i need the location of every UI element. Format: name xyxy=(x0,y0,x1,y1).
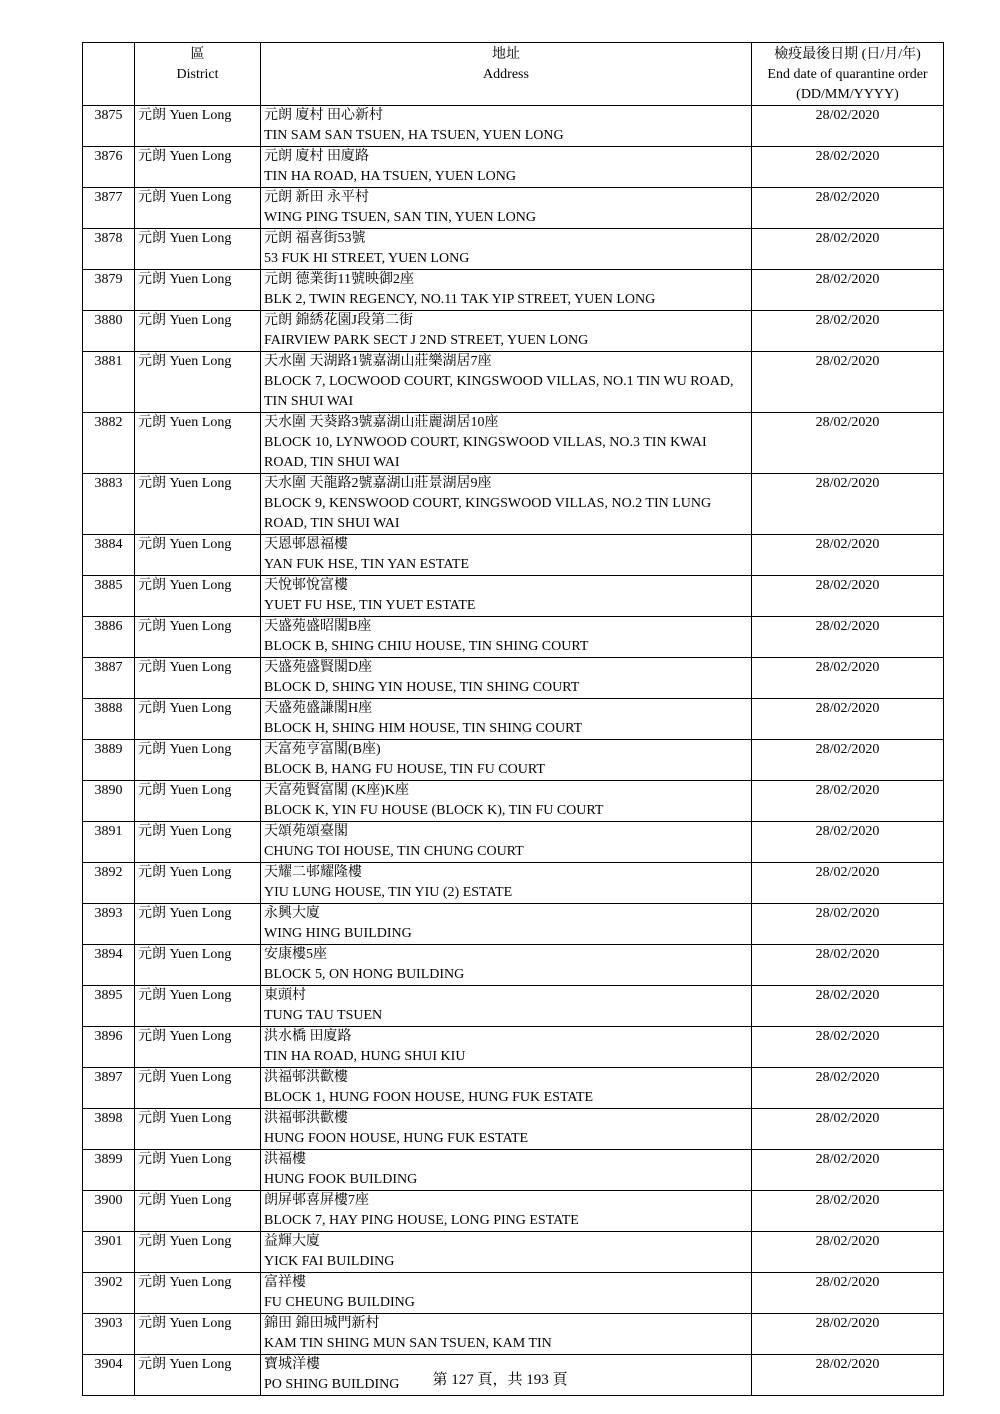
row-district: 元朗 Yuen Long xyxy=(135,617,261,658)
table-row xyxy=(83,699,944,740)
row-quarantine-end-date: 28/02/2020 xyxy=(752,617,944,658)
row-quarantine-end-date: 28/02/2020 xyxy=(752,822,944,863)
header-address xyxy=(261,43,752,106)
row-number: 3896 xyxy=(83,1027,135,1068)
row-number: 3886 xyxy=(83,617,135,658)
address-chinese: 天水圍 天湖路1號嘉湖山莊樂湖居7座 xyxy=(264,354,492,369)
row-quarantine-end-date: 28/02/2020 xyxy=(752,1355,944,1396)
row-address xyxy=(261,617,752,658)
table-row xyxy=(83,1273,944,1314)
row-address xyxy=(261,474,752,535)
address-chinese: 天悅邨悅富樓 xyxy=(264,578,348,593)
row-address xyxy=(261,658,752,699)
address-chinese: 天富苑亨富閣(B座) xyxy=(264,742,381,757)
address-chinese: 天盛苑盛謙閣H座 xyxy=(264,701,373,716)
row-number: 3880 xyxy=(83,311,135,352)
row-quarantine-end-date: 28/02/2020 xyxy=(752,781,944,822)
row-district: 元朗 Yuen Long xyxy=(135,147,261,188)
address-english: BLOCK B, SHING CHIU HOUSE, TIN SHING COURT xyxy=(264,639,589,654)
table-row xyxy=(83,474,944,535)
address-chinese: 元朗 錦綉花園J段第二街 xyxy=(264,313,413,328)
row-quarantine-end-date: 28/02/2020 xyxy=(752,904,944,945)
address-chinese: 洪福邨洪歡樓 xyxy=(264,1111,348,1126)
row-district: 元朗 Yuen Long xyxy=(135,658,261,699)
row-quarantine-end-date: 28/02/2020 xyxy=(752,986,944,1027)
row-quarantine-end-date: 28/02/2020 xyxy=(752,1191,944,1232)
row-quarantine-end-date: 28/02/2020 xyxy=(752,1273,944,1314)
address-english: YUET FU HSE, TIN YUET ESTATE xyxy=(264,598,476,613)
row-address xyxy=(261,904,752,945)
row-address xyxy=(261,740,752,781)
row-quarantine-end-date: 28/02/2020 xyxy=(752,270,944,311)
table-body xyxy=(83,106,944,1396)
row-number: 3900 xyxy=(83,1191,135,1232)
row-number: 3901 xyxy=(83,1232,135,1273)
address-chinese: 天水圍 天葵路3號嘉湖山莊麗湖居10座 xyxy=(264,415,499,430)
row-district: 元朗 Yuen Long xyxy=(135,822,261,863)
address-chinese: 天頌苑頌臺閣 xyxy=(264,824,348,839)
row-address xyxy=(261,188,752,229)
address-english: FU CHEUNG BUILDING xyxy=(264,1295,415,1310)
header-address-zh: 地址 xyxy=(492,47,520,62)
table-row xyxy=(83,413,944,474)
table-row xyxy=(83,535,944,576)
row-address xyxy=(261,576,752,617)
address-english: PO SHING BUILDING xyxy=(264,1377,400,1392)
row-number: 3876 xyxy=(83,147,135,188)
row-number: 3891 xyxy=(83,822,135,863)
table-row xyxy=(83,1232,944,1273)
row-quarantine-end-date: 28/02/2020 xyxy=(752,106,944,147)
table-row xyxy=(83,1109,944,1150)
table-row xyxy=(83,863,944,904)
row-quarantine-end-date: 28/02/2020 xyxy=(752,229,944,270)
row-district: 元朗 Yuen Long xyxy=(135,188,261,229)
row-district: 元朗 Yuen Long xyxy=(135,413,261,474)
row-address xyxy=(261,822,752,863)
table-row xyxy=(83,188,944,229)
row-number: 3893 xyxy=(83,904,135,945)
header-address-en: Address xyxy=(483,67,529,82)
table-row xyxy=(83,1150,944,1191)
address-english: YAN FUK HSE, TIN YAN ESTATE xyxy=(264,557,469,572)
row-quarantine-end-date: 28/02/2020 xyxy=(752,945,944,986)
address-chinese: 天耀二邨耀隆樓 xyxy=(264,865,362,880)
row-number: 3895 xyxy=(83,986,135,1027)
address-chinese: 元朗 新田 永平村 xyxy=(264,190,369,205)
row-number: 3904 xyxy=(83,1355,135,1396)
header-date-en: End date of quarantine order xyxy=(767,67,928,82)
header-district xyxy=(135,43,261,106)
table-row xyxy=(83,822,944,863)
row-address xyxy=(261,106,752,147)
table-row xyxy=(83,311,944,352)
row-address xyxy=(261,1027,752,1068)
table-row xyxy=(83,1027,944,1068)
row-number: 3890 xyxy=(83,781,135,822)
address-chinese: 永興大廈 xyxy=(264,906,320,921)
address-english: TIN HA ROAD, HA TSUEN, YUEN LONG xyxy=(264,169,516,184)
table-row xyxy=(83,740,944,781)
address-english: BLOCK 5, ON HONG BUILDING xyxy=(264,967,465,982)
table-row xyxy=(83,147,944,188)
row-number: 3902 xyxy=(83,1273,135,1314)
row-district: 元朗 Yuen Long xyxy=(135,1232,261,1273)
row-number: 3894 xyxy=(83,945,135,986)
row-quarantine-end-date: 28/02/2020 xyxy=(752,699,944,740)
address-english: TIN HA ROAD, HUNG SHUI KIU xyxy=(264,1049,466,1064)
table-row xyxy=(83,945,944,986)
row-address xyxy=(261,413,752,474)
row-address xyxy=(261,781,752,822)
address-english: 53 FUK HI STREET, YUEN LONG xyxy=(264,251,470,266)
row-quarantine-end-date: 28/02/2020 xyxy=(752,1232,944,1273)
address-english: HUNG FOON HOUSE, HUNG FUK ESTATE xyxy=(264,1131,529,1146)
row-number: 3887 xyxy=(83,658,135,699)
address-english: BLOCK 9, KENSWOOD COURT, KINGSWOOD VILLAS, NO.2 TIN LUNG ROAD, TIN SHUI WAI xyxy=(264,496,712,531)
row-district: 元朗 Yuen Long xyxy=(135,352,261,413)
page-number: 第 127 頁，共 193 頁 xyxy=(432,1372,568,1388)
row-district: 元朗 Yuen Long xyxy=(135,1150,261,1191)
row-number: 3881 xyxy=(83,352,135,413)
header-date-zh: 檢疫最後日期 (日/月/年) xyxy=(774,47,921,62)
row-district: 元朗 Yuen Long xyxy=(135,1109,261,1150)
table-row xyxy=(83,986,944,1027)
address-chinese: 元朗 廈村 田心新村 xyxy=(264,108,383,123)
table-row xyxy=(83,352,944,413)
row-address xyxy=(261,945,752,986)
row-address xyxy=(261,535,752,576)
header-district-en: District xyxy=(176,67,219,82)
row-address xyxy=(261,1109,752,1150)
address-english: BLOCK 1, HUNG FOON HOUSE, HUNG FUK ESTATE xyxy=(264,1090,594,1105)
address-chinese: 洪福邨洪歡樓 xyxy=(264,1070,348,1085)
row-district: 元朗 Yuen Long xyxy=(135,535,261,576)
table-header-row xyxy=(83,43,944,106)
row-quarantine-end-date: 28/02/2020 xyxy=(752,413,944,474)
row-quarantine-end-date: 28/02/2020 xyxy=(752,658,944,699)
row-district: 元朗 Yuen Long xyxy=(135,1068,261,1109)
row-quarantine-end-date: 28/02/2020 xyxy=(752,1027,944,1068)
row-number: 3885 xyxy=(83,576,135,617)
address-chinese: 元朗 福喜街53號 xyxy=(264,231,366,246)
address-english: BLOCK 7, LOCWOOD COURT, KINGSWOOD VILLAS, NO.1 TIN WU ROAD, TIN SHUI WAI xyxy=(264,374,734,409)
row-number: 3903 xyxy=(83,1314,135,1355)
address-chinese: 天富苑賢富閣 (K座)K座 xyxy=(264,783,410,798)
row-district: 元朗 Yuen Long xyxy=(135,311,261,352)
address-chinese: 洪福樓 xyxy=(264,1152,306,1167)
row-number: 3878 xyxy=(83,229,135,270)
row-number: 3884 xyxy=(83,535,135,576)
row-quarantine-end-date: 28/02/2020 xyxy=(752,311,944,352)
row-address xyxy=(261,147,752,188)
address-english: CHUNG TOI HOUSE, TIN CHUNG COURT xyxy=(264,844,524,859)
address-english: BLOCK H, SHING HIM HOUSE, TIN SHING COURT xyxy=(264,721,583,736)
row-address xyxy=(261,352,752,413)
row-quarantine-end-date: 28/02/2020 xyxy=(752,535,944,576)
row-quarantine-end-date: 28/02/2020 xyxy=(752,1150,944,1191)
address-english: BLK 2, TWIN REGENCY, NO.11 TAK YIP STREET, YUEN LONG xyxy=(264,292,656,307)
header-district-zh: 區 xyxy=(190,47,205,62)
row-district: 元朗 Yuen Long xyxy=(135,576,261,617)
row-district: 元朗 Yuen Long xyxy=(135,1027,261,1068)
table-row xyxy=(83,1191,944,1232)
row-number: 3899 xyxy=(83,1150,135,1191)
row-quarantine-end-date: 28/02/2020 xyxy=(752,576,944,617)
row-quarantine-end-date: 28/02/2020 xyxy=(752,863,944,904)
table-row xyxy=(83,270,944,311)
table-row xyxy=(83,904,944,945)
address-english: BLOCK 7, HAY PING HOUSE, LONG PING ESTATE xyxy=(264,1213,579,1228)
row-address xyxy=(261,1191,752,1232)
row-quarantine-end-date: 28/02/2020 xyxy=(752,1068,944,1109)
address-english: YICK FAI BUILDING xyxy=(264,1254,395,1269)
row-quarantine-end-date: 28/02/2020 xyxy=(752,188,944,229)
row-address xyxy=(261,1150,752,1191)
row-district: 元朗 Yuen Long xyxy=(135,740,261,781)
header-number xyxy=(83,43,135,106)
row-quarantine-end-date: 28/02/2020 xyxy=(752,1314,944,1355)
table-row xyxy=(83,106,944,147)
row-address xyxy=(261,229,752,270)
address-chinese: 元朗 德業街11號映御2座 xyxy=(264,272,414,287)
row-district: 元朗 Yuen Long xyxy=(135,1314,261,1355)
address-english: TUNG TAU TSUEN xyxy=(264,1008,383,1023)
address-english: YIU LUNG HOUSE, TIN YIU (2) ESTATE xyxy=(264,885,513,900)
address-chinese: 益輝大廈 xyxy=(264,1234,320,1249)
address-chinese: 朗屏邨喜屏樓7座 xyxy=(264,1193,369,1208)
row-district: 元朗 Yuen Long xyxy=(135,270,261,311)
row-number: 3888 xyxy=(83,699,135,740)
address-english: BLOCK K, YIN FU HOUSE (BLOCK K), TIN FU COURT xyxy=(264,803,604,818)
table-row xyxy=(83,229,944,270)
address-english: TIN SAM SAN TSUEN, HA TSUEN, YUEN LONG xyxy=(264,128,564,143)
table-row xyxy=(83,658,944,699)
address-chinese: 天水圍 天龍路2號嘉湖山莊景湖居9座 xyxy=(264,476,492,491)
address-english: HUNG FOOK BUILDING xyxy=(264,1172,418,1187)
address-chinese: 寶城洋樓 xyxy=(264,1357,320,1372)
address-chinese: 富祥樓 xyxy=(264,1275,306,1290)
address-english: BLOCK 10, LYNWOOD COURT, KINGSWOOD VILLAS, NO.3 TIN KWAI ROAD, TIN SHUI WAI xyxy=(264,435,707,470)
row-quarantine-end-date: 28/02/2020 xyxy=(752,352,944,413)
address-chinese: 洪水橋 田廈路 xyxy=(264,1029,352,1044)
row-address xyxy=(261,699,752,740)
table-row xyxy=(83,617,944,658)
row-quarantine-end-date: 28/02/2020 xyxy=(752,147,944,188)
table-row xyxy=(83,1314,944,1355)
row-address xyxy=(261,1314,752,1355)
header-date-format: (DD/MM/YYYY) xyxy=(796,87,899,102)
row-district: 元朗 Yuen Long xyxy=(135,781,261,822)
row-district: 元朗 Yuen Long xyxy=(135,106,261,147)
table-row xyxy=(83,576,944,617)
row-number: 3882 xyxy=(83,413,135,474)
address-chinese: 安康樓5座 xyxy=(264,947,327,962)
row-district: 元朗 Yuen Long xyxy=(135,945,261,986)
row-district: 元朗 Yuen Long xyxy=(135,986,261,1027)
row-address xyxy=(261,986,752,1027)
row-district: 元朗 Yuen Long xyxy=(135,1355,261,1396)
address-english: WING PING TSUEN, SAN TIN, YUEN LONG xyxy=(264,210,536,225)
address-chinese: 錦田 錦田城門新村 xyxy=(264,1316,380,1331)
address-english: WING HING BUILDING xyxy=(264,926,412,941)
quarantine-address-table xyxy=(82,42,944,1396)
row-quarantine-end-date: 28/02/2020 xyxy=(752,474,944,535)
address-chinese: 天恩邨恩福樓 xyxy=(264,537,348,552)
address-chinese: 天盛苑盛昭閣B座 xyxy=(264,619,372,634)
row-quarantine-end-date: 28/02/2020 xyxy=(752,740,944,781)
row-district: 元朗 Yuen Long xyxy=(135,1273,261,1314)
row-number: 3879 xyxy=(83,270,135,311)
row-district: 元朗 Yuen Long xyxy=(135,863,261,904)
header-date xyxy=(752,43,944,106)
address-english: FAIRVIEW PARK SECT J 2ND STREET, YUEN LONG xyxy=(264,333,589,348)
address-chinese: 元朗 廈村 田廈路 xyxy=(264,149,369,164)
row-number: 3883 xyxy=(83,474,135,535)
address-english: BLOCK D, SHING YIN HOUSE, TIN SHING COURT xyxy=(264,680,580,695)
row-address xyxy=(261,863,752,904)
row-number: 3897 xyxy=(83,1068,135,1109)
row-district: 元朗 Yuen Long xyxy=(135,904,261,945)
address-chinese: 天盛苑盛賢閣D座 xyxy=(264,660,373,675)
row-address xyxy=(261,1068,752,1109)
address-english: BLOCK B, HANG FU HOUSE, TIN FU COURT xyxy=(264,762,545,777)
row-quarantine-end-date: 28/02/2020 xyxy=(752,1109,944,1150)
row-district: 元朗 Yuen Long xyxy=(135,1191,261,1232)
row-number: 3877 xyxy=(83,188,135,229)
row-district: 元朗 Yuen Long xyxy=(135,229,261,270)
address-chinese: 東頭村 xyxy=(264,988,306,1003)
table-row xyxy=(83,1068,944,1109)
row-number: 3898 xyxy=(83,1109,135,1150)
table-row xyxy=(83,781,944,822)
row-district: 元朗 Yuen Long xyxy=(135,474,261,535)
row-address xyxy=(261,311,752,352)
row-address xyxy=(261,1232,752,1273)
address-english: KAM TIN SHING MUN SAN TSUEN, KAM TIN xyxy=(264,1336,552,1351)
row-district: 元朗 Yuen Long xyxy=(135,699,261,740)
row-number: 3889 xyxy=(83,740,135,781)
row-address xyxy=(261,270,752,311)
row-number: 3892 xyxy=(83,863,135,904)
row-address xyxy=(261,1273,752,1314)
row-number: 3875 xyxy=(83,106,135,147)
